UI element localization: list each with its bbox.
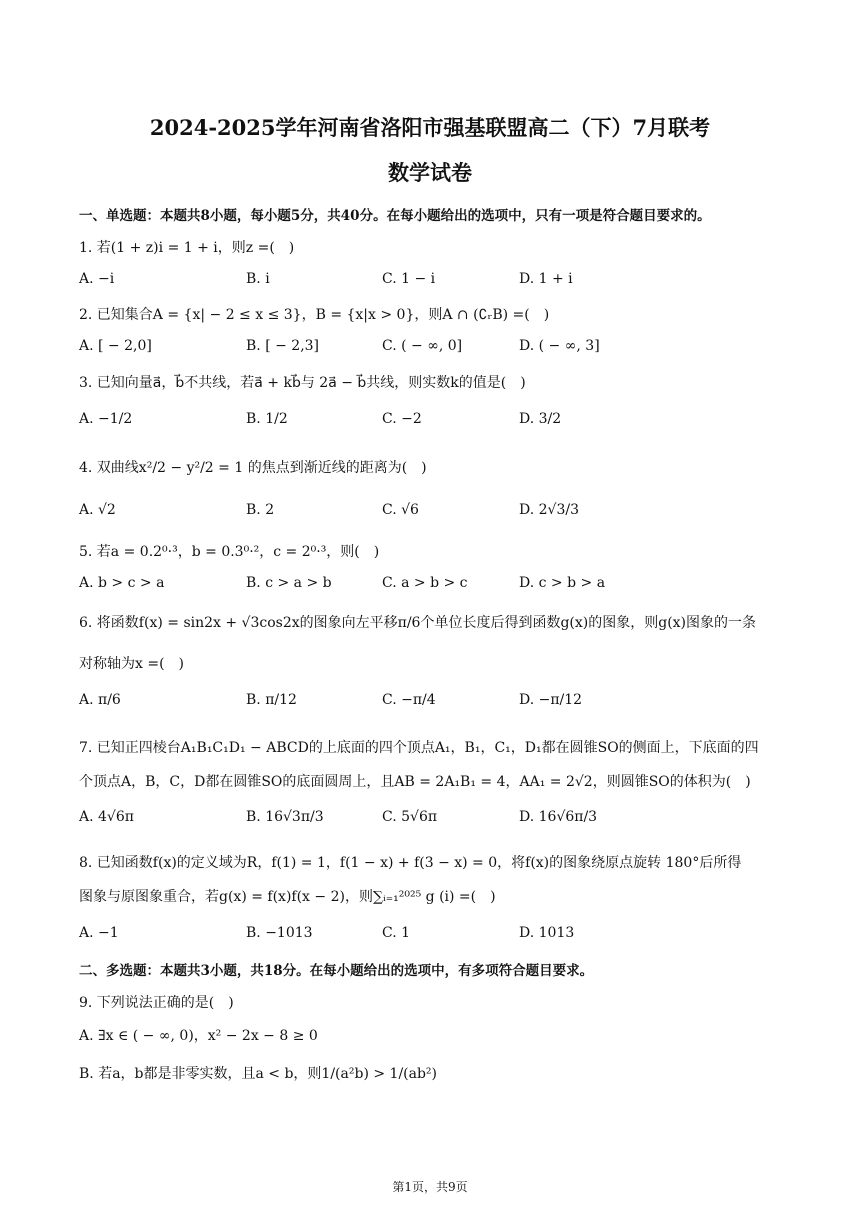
section-multiple-choice-heading: 二、多选题：本题共3小题，共18分。在每小题给出的选项中，有多项符合题目要求。	[79, 963, 594, 979]
question-9-stem: 9. 下列说法正确的是( )	[79, 995, 234, 1011]
question-5-stem: 5. 若a = 0.2⁰·³，b = 0.3⁰·²，c = 2⁰·³，则( )	[79, 544, 380, 560]
option-c: C. √6	[382, 502, 419, 518]
question-9-option-b: B. 若a，b都是非零实数，且a < b，则1/(a²b) > 1/(ab²)	[79, 1066, 438, 1082]
option-b: B. i	[246, 271, 270, 287]
option-c: C. ( − ∞, 0]	[382, 338, 463, 354]
option-a: A. −i	[79, 271, 115, 287]
question-2-stem: 2. 已知集合A = {x| − 2 ≤ x ≤ 3}，B = {x|x > 0}，则A ∩ (∁ᵣB) =( )	[79, 307, 550, 323]
option-d: D. 16√6π/3	[519, 809, 598, 825]
section-single-choice-heading: 一、单选题：本题共8小题，每小题5分，共40分。在每小题给出的选项中，只有一项是符合题目要求的。	[79, 208, 711, 224]
option-b: B. c > a > b	[246, 575, 332, 591]
option-b: B. [ − 2,3]	[246, 338, 320, 354]
question-8-stem: 8. 已知函数f(x)的定义域为R，f(1) = 1，f(1 − x) + f(3 − x) = 0，将f(x)的图象绕原点旋转 180°后所得	[79, 855, 742, 871]
question-7-stem-continued: 个顶点A，B，C，D都在圆锥SO的底面圆周上，且AB = 2A₁B₁ = 4，AA₁ = 2√2，则圆锥SO的体积为( )	[79, 774, 751, 790]
page-title: 2024-2025学年河南省洛阳市强基联盟高二（下）7月联考	[149, 115, 711, 140]
option-c: C. −π/4	[382, 692, 436, 708]
question-4-stem: 4. 双曲线x²/2 − y²/2 = 1 的焦点到渐近线的距离为( )	[79, 460, 427, 476]
option-a: A. 4√6π	[79, 809, 134, 825]
question-7-options	[79, 809, 799, 829]
question-1-options	[79, 271, 799, 291]
option-a: A. [ − 2,0]	[79, 338, 152, 354]
option-d: D. 2√3/3	[519, 502, 579, 518]
option-c: C. 1	[382, 925, 411, 941]
option-d: D. ( − ∞, 3]	[519, 338, 600, 354]
option-c: C. a > b > c	[382, 575, 468, 591]
option-a: A. b > c > a	[79, 575, 165, 591]
question-6-stem: 6. 将函数f(x) = sin2x + √3cos2x的图象向左平移π/6个单位长度后得到函数g(x)的图象，则g(x)图象的一条	[79, 615, 757, 631]
option-d: D. 1 + i	[519, 271, 573, 287]
option-b: B. π/12	[246, 692, 297, 708]
option-a: A. √2	[79, 502, 116, 518]
option-a: A. −1/2	[79, 411, 133, 427]
question-5-options	[79, 575, 799, 595]
option-a: A. −1	[79, 925, 119, 941]
question-4-options	[79, 502, 799, 522]
option-b: B. 1/2	[246, 411, 288, 427]
option-d: D. 3/2	[519, 411, 562, 427]
option-c: C. 1 − i	[382, 271, 436, 287]
question-1-stem: 1. 若(1 + z)i = 1 + i，则z =( )	[79, 240, 295, 256]
question-2-options	[79, 338, 799, 358]
option-b: B. −1013	[246, 925, 313, 941]
question-3-stem: 3. 已知向量a⃗，b⃗不共线，若a⃗ + kb⃗与 2a⃗ − b⃗共线，则实数k的值是( )	[79, 375, 526, 391]
option-b: B. 2	[246, 502, 275, 518]
option-d: D. 1013	[519, 925, 575, 941]
question-8-options	[79, 925, 799, 945]
question-7-stem: 7. 已知正四棱台A₁B₁C₁D₁ − ABCD的上底面的四个顶点A₁，B₁，C₁，D₁都在圆锥SO的侧面上，下底面的四	[79, 740, 759, 756]
question-6-options	[79, 692, 799, 712]
option-d: D. −π/12	[519, 692, 583, 708]
question-6-stem-continued: 对称轴为x =( )	[79, 656, 184, 672]
option-c: C. −2	[382, 411, 422, 427]
page-footer: 第1页，共9页	[392, 1180, 468, 1194]
option-a: A. π/6	[79, 692, 121, 708]
question-8-stem-continued: 图象与原图象重合，若g(x) = f(x)f(x − 2)，则∑ᵢ₌₁²⁰²⁵ g (i) =( )	[79, 889, 496, 905]
page-subtitle: 数学试卷	[388, 160, 472, 185]
option-d: D. c > b > a	[519, 575, 606, 591]
option-b: B. 16√3π/3	[246, 809, 324, 825]
question-9-option-a: A. ∃x ∈ ( − ∞, 0)，x² − 2x − 8 ≥ 0	[79, 1028, 318, 1044]
option-c: C. 5√6π	[382, 809, 438, 825]
question-3-options	[79, 411, 799, 431]
